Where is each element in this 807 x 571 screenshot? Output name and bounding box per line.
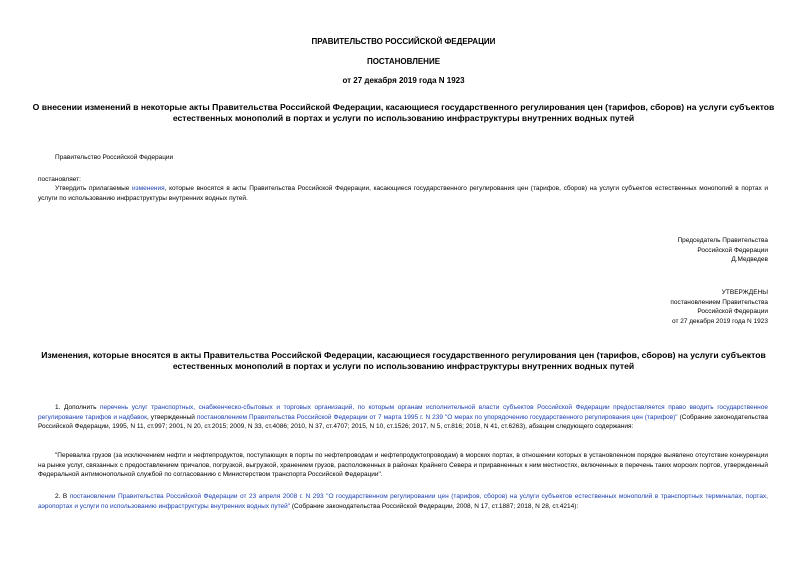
signature-line-3: Д.Медведев [731,256,768,264]
signature-block [677,236,768,265]
approved-line-2: постановлением Правительства [670,298,768,306]
item-1-middle: , утвержденный [147,413,197,421]
resolution-239-link[interactable]: постановлением Правительства Российской Федерации от 7 марта 1995 г. N 239 "О мерах по упорядочению государственного регулирования цен (тарифов)" [196,413,678,421]
services-list-link[interactable]: перечень услуг транспортных, снабженческо-сбытовых и торговых организаций, по которым органам исполнительной власти субъектов Российской Федерации предоставляется право вводить государственное регулирование тарифов и надбавок [38,404,768,421]
item-2-suffix: (Собрание законодательства Российской Федерации, 2008, N 17, ст.1887; 2018, N 28, ст.4214): [290,502,579,510]
changes-title: Изменения, которые вносятся в акты Правительства Российской Федерации, касающиеся государственного регулирования цен (тарифов, сборов) на услуги субъектов естественных монополий в портах и услуги по использованию инфраструктуры внутренних водных путей [41,350,766,371]
changes-link[interactable]: изменения [132,185,165,192]
doc-type-heading: ПОСТАНОВЛЕНИЕ [366,57,441,66]
government-label: Правительство Российской Федерации [55,154,174,161]
document-title: О внесении изменений в некоторые акты Правительства Российской Федерации, касающиеся государственного регулирования цен (тарифов, сборов) на услуги субъектов естественных монополий в портах и услуги по использованию инфраструктуры внутренних водных путей [32,102,775,123]
decides-label: постановляет: [38,176,81,183]
approved-line-1: УТВЕРЖДЕНЫ [721,289,768,296]
approved-block [670,288,768,326]
resolution-293-link[interactable]: постановлении Правительства Российской Федерации от 23 апреля 2008 г. N 293 "О государственном регулировании цен (тарифов, сборов) на услуги субъектов естественных монополий в транспортных терминалах, портах, аэропортах и услуги по использованию инфраструктуры внутренних водных путей" [38,493,768,510]
item-2-prefix: 2. В [55,493,70,500]
government-heading: ПРАВИТЕЛЬСТВО РОССИЙСКОЙ ФЕДЕРАЦИИ [311,37,496,46]
signature-line-2: Российской Федерации [697,246,768,254]
approve-prefix: Утвердить прилагаемые [55,185,133,192]
item-2-paragraph [38,492,768,511]
date-number: от 27 декабря 2019 года N 1923 [342,76,465,85]
item-1-prefix: 1. Дополнить [55,404,101,411]
item-1-quote: "Перевалка грузов (за исключением нефти и нефтепродуктов, поступающих в порты по нефтепроводам и нефтепродуктопроводам) в морских портах, в отношении которых в установленном порядке выявлено отсутствие конкуренции на рынке услуг, связанных с предоставлением причалов, погрузкой, выгрузкой, хранением грузов, расположенных в районах Крайнего Севера и приравненных к ним местностях, включенных в перечень таких морских портов, утвержденный Федеральной антимонопольной службой по согласованию с Министерством транспорта Российской Федерации". [38,452,768,479]
approved-line-4: от 27 декабря 2019 года N 1923 [671,317,768,325]
approved-line-3: Российской Федерации [697,308,768,316]
signature-line-1: Председатель Правительства [677,237,768,244]
approve-paragraph [38,184,768,203]
approve-suffix: , которые вносятся в акты Правительства Российской Федерации, касающиеся государственного регулирования цен (тарифов, сборов) на услуги субъектов естественных монополий в портах и услуги по использованию инфраструктуры внутренних водных путей. [38,185,768,202]
item-1-paragraph [38,403,768,432]
item-1-suffix: (Собрание законодательства Российской Федерации, 1995, N 11, ст.997; 2001, N 20, ст.2015; 2009, N 33, ст.4086; 2010, N 37, ст.4707; 2015, N 10, ст.1526; 2017, N 5, ст.816; 2018, N 41, ст.6263), абзацем следующего содержания: [38,413,768,431]
